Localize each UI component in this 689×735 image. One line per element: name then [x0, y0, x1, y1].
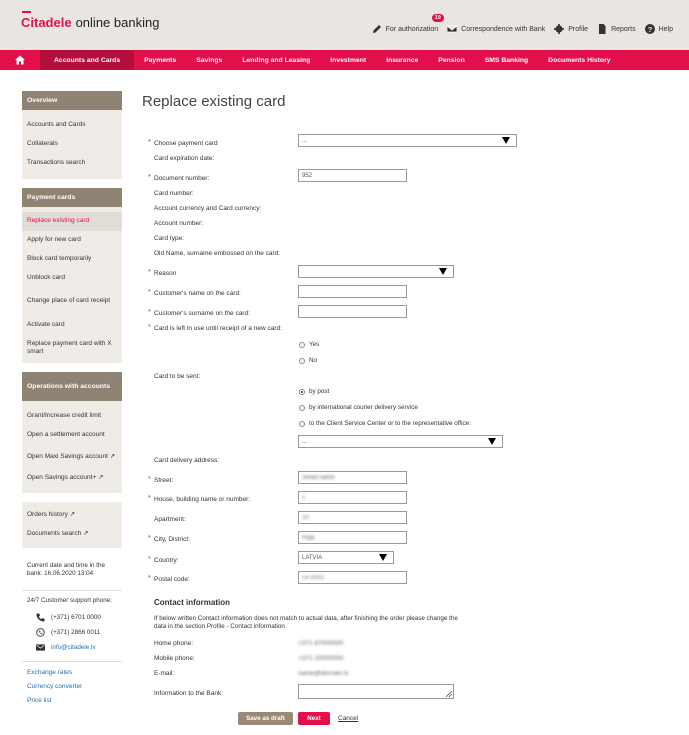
- gear-icon: [554, 24, 564, 34]
- city-value: Riga: [302, 534, 315, 541]
- required-marker: *: [148, 174, 151, 181]
- mobile-phone-value: +371 20000000: [298, 655, 344, 662]
- office-select-value: ...: [302, 438, 308, 445]
- expiration-label: Card expiration date:: [154, 155, 215, 162]
- house-value: 1: [302, 494, 306, 501]
- document-number-input[interactable]: [298, 169, 407, 182]
- postal-code-label: Postal code:: [154, 576, 190, 583]
- to-office-radio[interactable]: [299, 420, 471, 427]
- choose-card-value: ...: [302, 137, 308, 144]
- next-button[interactable]: Next: [298, 712, 330, 725]
- choose-card-label: Choose payment card: [154, 140, 218, 147]
- email-label: E-mail:: [154, 670, 175, 677]
- whatsapp-icon: [36, 628, 45, 637]
- envelope-icon: [36, 643, 45, 652]
- document-number-value: 952: [302, 172, 313, 179]
- logo-mark: [22, 11, 31, 14]
- surname-on-card-label: Customer's surname on the card:: [154, 310, 250, 317]
- choose-card-select[interactable]: [298, 134, 517, 147]
- home-icon: [15, 55, 25, 65]
- sidebar-payment-cards: [22, 188, 122, 363]
- sidebar-item-replace-existing-card[interactable]: Replace existing card: [22, 212, 122, 231]
- city-input[interactable]: [298, 531, 407, 544]
- reason-select[interactable]: [298, 265, 454, 278]
- sidebar-overview-title: Overview: [22, 91, 122, 110]
- sidebar-item-unblock-card[interactable]: Unblock card: [27, 274, 65, 282]
- sidebar-item-change-place-of-card-receipt[interactable]: Change place of card receipt: [27, 297, 111, 305]
- contact-info-title: Contact information: [154, 598, 230, 607]
- pencil-icon: [372, 24, 382, 34]
- cancel-link[interactable]: Cancel: [338, 715, 359, 722]
- card-number-label: Card number:: [154, 190, 194, 197]
- left-in-use-no-radio[interactable]: [299, 357, 317, 364]
- postal-code-value: LV-1001: [302, 574, 324, 581]
- support-whatsapp[interactable]: [22, 625, 122, 640]
- correspondence-label: Correspondence with Bank: [461, 25, 546, 33]
- home-phone-label: Home phone:: [154, 640, 194, 647]
- old-name-label: Old Name, surname embossed on the card:: [154, 250, 281, 257]
- apartment-input[interactable]: [298, 511, 407, 524]
- sidebar: [22, 91, 122, 711]
- exchange-rates-link[interactable]: Exchange rates: [27, 669, 73, 676]
- sidebar-overview: [22, 91, 122, 179]
- sidebar-item-open-savings-plus[interactable]: Open Savings account+ ↗: [27, 473, 104, 481]
- radio-circle-icon: [299, 405, 305, 411]
- for-authorization-label: For authorization: [385, 25, 439, 33]
- envelope-icon: [447, 24, 457, 34]
- country-value: LATVIA: [302, 554, 323, 561]
- help-label: Help: [658, 25, 673, 33]
- by-courier-label: by international courier delivery service: [309, 404, 418, 411]
- sidebar-item-documents-search[interactable]: Documents search ↗: [27, 530, 89, 538]
- save-as-draft-button[interactable]: Save as draft: [238, 712, 293, 725]
- by-courier-radio[interactable]: [299, 404, 418, 411]
- city-label: City, District:: [154, 536, 190, 543]
- document-number-label: Document number:: [154, 175, 210, 182]
- country-select[interactable]: [298, 551, 394, 564]
- street-label: Street:: [154, 477, 174, 484]
- sidebar-operations: [22, 372, 122, 493]
- house-label: House, building name or number:: [154, 496, 251, 503]
- profile-link[interactable]: [554, 24, 588, 34]
- required-marker: *: [148, 139, 151, 146]
- nav-insurance[interactable]: Insurance: [386, 56, 419, 64]
- street-value: Street name: [302, 474, 335, 481]
- left-in-use-yes-radio[interactable]: [299, 341, 319, 348]
- sidebar-item-transactions-search[interactable]: Transactions search: [27, 159, 86, 167]
- sidebar-item-collaterals[interactable]: Collaterals: [27, 140, 58, 148]
- required-marker: *: [148, 535, 151, 542]
- sidebar-operations-title: Operations with accounts: [22, 372, 122, 401]
- nav-sms-banking[interactable]: SMS Banking: [484, 56, 529, 64]
- required-marker: *: [148, 495, 151, 502]
- sidebar-item-grant-credit-limit[interactable]: Grant/Increase credit limit: [27, 412, 102, 420]
- help-icon: [645, 24, 655, 34]
- home-phone-value: +371 67000000: [298, 640, 344, 647]
- main-navigation: [0, 50, 689, 70]
- page-title: Replace existing card: [142, 93, 286, 110]
- radio-selected-icon: [299, 389, 305, 395]
- support-phone-number: (+371) 6701 0000: [51, 614, 101, 621]
- required-marker: *: [148, 476, 151, 483]
- sidebar-item-apply-for-new-card[interactable]: Apply for new card: [27, 236, 81, 244]
- nav-investment[interactable]: Investment: [330, 56, 367, 64]
- for-authorization-link[interactable]: [372, 15, 441, 34]
- contact-info-note: If below written Contact information does not match to actual data, after finishing the order please change the data in the section Profile - Contact information: [154, 615, 458, 631]
- required-marker: *: [148, 269, 151, 276]
- by-post-radio[interactable]: [299, 388, 329, 395]
- citadele-logo[interactable]: [21, 11, 159, 30]
- info-to-bank-label: Information to the Bank:: [154, 690, 224, 697]
- name-on-card-label: Customer's name on the card:: [154, 290, 241, 297]
- sidebar-payment-cards-title: Payment cards: [22, 188, 122, 207]
- required-marker: *: [148, 289, 151, 296]
- radio-circle-icon: [299, 421, 305, 427]
- to-be-sent-label: Card to be sent:: [154, 373, 201, 380]
- authorization-count-badge: 19: [432, 14, 444, 22]
- delivery-address-label: Card delivery address:: [154, 457, 220, 464]
- sidebar-item-accounts-and-cards[interactable]: Accounts and Cards: [27, 121, 86, 129]
- card-type-label: Card type:: [154, 235, 184, 242]
- left-in-use-label: Card is left in use until receipt of a new card:: [154, 325, 282, 332]
- required-marker: *: [148, 575, 151, 582]
- nav-savings[interactable]: Savings: [196, 56, 223, 64]
- nav-pension[interactable]: Pension: [438, 56, 465, 64]
- sidebar-item-replace-with-x-smart[interactable]: Replace payment card with X smart: [27, 339, 112, 355]
- profile-label: Profile: [568, 25, 589, 33]
- svg-text:?: ?: [647, 24, 652, 34]
- home-button[interactable]: [0, 50, 40, 70]
- sidebar-item-open-settlement-account[interactable]: Open a settlement account: [27, 431, 105, 439]
- reason-label: Reason: [154, 270, 177, 277]
- sidebar-item-block-card-temporarily[interactable]: Block card temporarily: [27, 255, 92, 263]
- dropdown-arrow-icon: [502, 137, 510, 144]
- country-label: Country:: [154, 557, 179, 564]
- postal-code-input[interactable]: [298, 571, 407, 584]
- radio-circle-icon: [299, 342, 305, 348]
- required-marker: *: [148, 324, 151, 331]
- brand-name: Citadele: [21, 15, 72, 30]
- surname-on-card-input[interactable]: [298, 305, 407, 318]
- office-select[interactable]: [298, 435, 503, 448]
- nav-accounts-and-cards[interactable]: Accounts and Cards: [40, 50, 134, 70]
- nav-payments[interactable]: Payments: [144, 56, 177, 64]
- sidebar-item-open-maxi-savings[interactable]: Open Maxi Savings account ↗: [27, 452, 116, 460]
- support-email[interactable]: [22, 640, 122, 655]
- street-input[interactable]: [298, 471, 407, 484]
- to-office-label: to the Client Service Center or to the representative office:: [309, 420, 471, 427]
- yes-label: Yes: [309, 341, 320, 348]
- sidebar-item-orders-history[interactable]: Orders history ↗: [27, 511, 76, 519]
- price-list-link[interactable]: Price list: [27, 697, 52, 704]
- dropdown-arrow-icon: [439, 268, 447, 275]
- info-to-bank-textarea[interactable]: [298, 684, 454, 699]
- phone-icon: [36, 613, 45, 622]
- currency-converter-link[interactable]: Currency converter: [27, 683, 83, 690]
- radio-circle-icon: [299, 358, 305, 364]
- support-whatsapp-number: (+371) 2866 0011: [51, 629, 101, 636]
- nav-documents-history[interactable]: Documents History: [548, 56, 611, 64]
- required-marker: *: [148, 556, 151, 563]
- dropdown-arrow-icon: [379, 554, 387, 561]
- required-marker: *: [148, 309, 151, 316]
- apartment-value: 10: [302, 514, 309, 521]
- brand-suffix: online banking: [75, 15, 160, 30]
- house-input[interactable]: [298, 491, 407, 504]
- bank-datetime: Current date and time in the bank: 16.06.2020 13:04: [27, 562, 106, 578]
- support-phone[interactable]: [22, 610, 122, 625]
- account-number-label: Account number:: [154, 220, 204, 227]
- by-post-label: by post: [309, 388, 330, 395]
- sidebar-search: [22, 502, 122, 548]
- support-title: 24/7 Customer support phone:: [27, 597, 113, 604]
- reports-link[interactable]: [597, 24, 636, 34]
- email-value: name@domain.lv: [298, 670, 349, 677]
- document-icon: [597, 24, 607, 34]
- top-header: [0, 0, 689, 50]
- correspondence-link[interactable]: [447, 24, 545, 34]
- apartment-label: Apartment:: [154, 516, 186, 523]
- mobile-phone-label: Mobile phone:: [154, 655, 195, 662]
- dropdown-arrow-icon: [488, 438, 496, 445]
- sidebar-item-activate-card[interactable]: Activate card: [27, 320, 65, 328]
- help-link[interactable]: [645, 24, 673, 34]
- name-on-card-input[interactable]: [298, 285, 407, 298]
- no-label: No: [309, 357, 318, 364]
- reports-label: Reports: [611, 25, 636, 33]
- nav-lending-and-leasing[interactable]: Lending and Leasing: [242, 56, 311, 64]
- account-currency-label: Account currency and Card currency:: [154, 205, 262, 212]
- support-email-address[interactable]: info@citadele.lv: [51, 644, 96, 651]
- resize-handle-icon: [446, 691, 452, 697]
